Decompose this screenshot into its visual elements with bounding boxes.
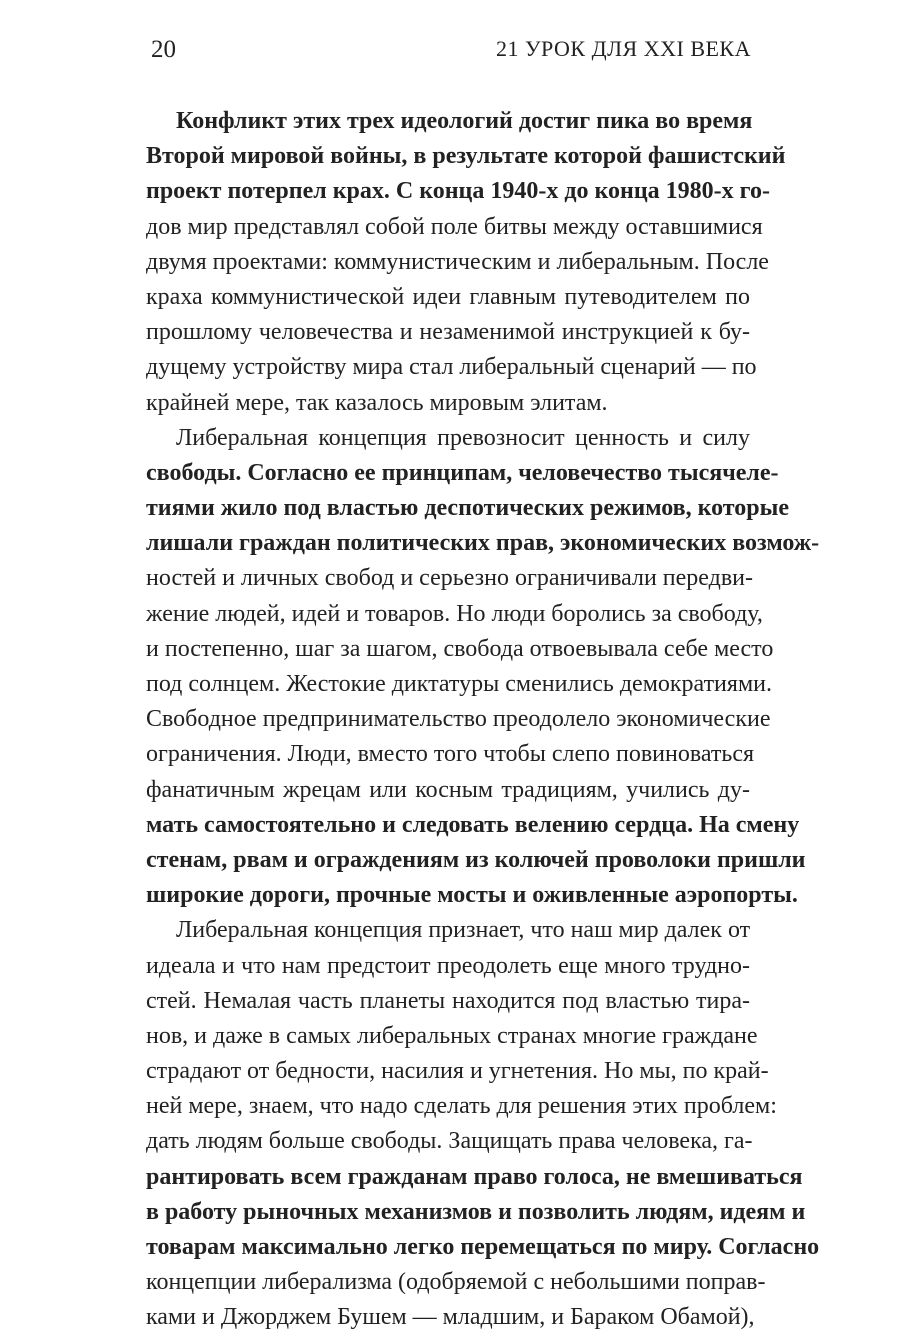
text-line: краха коммунистической идеи главным путеводителем по [146, 283, 750, 310]
text-line: концепции либерализма (одобряемой с небольшими поправ- [146, 1269, 766, 1296]
text-line: фанатичным жрецам или косным традициям, учились ду- [146, 776, 750, 803]
running-title: 21 УРОК ДЛЯ XXI ВЕКА [495, 36, 751, 61]
text-line: прошлому человечества и незаменимой инструкцией к бу- [146, 319, 750, 346]
text-line: дущему устройству мира стал либеральный сценарий — по [146, 354, 757, 381]
text-line: жение людей, идей и товаров. Но люди боролись за свободу, [146, 600, 763, 627]
running-header [151, 30, 751, 70]
paragraph [146, 104, 786, 421]
text-line: ограничения. Люди, вместо того чтобы слепо повиноваться [146, 741, 755, 768]
text-line: свободы. Согласно ее принципам, человечество тысячеле- [146, 459, 779, 486]
text-line: широкие дороги, прочные мосты и оживленные аэропорты. [146, 882, 798, 909]
text-line: ностей и личных свобод и серьезно ограничивали передви- [146, 565, 753, 592]
text-line: проект потерпел крах. С конца 1940-х до конца 1980-х го- [146, 178, 770, 205]
text-line: тиями жило под властью деспотических режимов, которые [146, 495, 790, 522]
text-line: двумя проектами: коммунистическим и либеральным. После [146, 248, 769, 275]
text-line: страдают от бедности, насилия и угнетения. Но мы, по край- [146, 1058, 769, 1085]
text-line: ками и Джорджем Бушем — младшим, и Бараком Обамой), [146, 1304, 755, 1331]
text-line: мать самостоятельно и следовать велению сердца. На смену [146, 811, 800, 838]
text-line: дов мир представлял собой поле битвы между оставшимися [146, 213, 763, 240]
text-line: лишали граждан политических прав, экономических возмож- [146, 530, 820, 557]
text-line: крайней мере, так казалось мировым элитам. [146, 389, 608, 416]
text-line: Либеральная концепция признает, что наш мир далек от [176, 917, 751, 944]
text-line: стей. Немалая часть планеты находится под властью тира- [146, 987, 750, 1014]
text-line: рантировать всем гражданам право голоса, не вмешиваться [146, 1163, 803, 1190]
text-line: Второй мировой войны, в результате которой фашистский [146, 143, 786, 170]
paragraph [146, 421, 820, 914]
text-line: ней мере, знаем, что надо сделать для решения этих проблем: [146, 1093, 777, 1120]
text-line: в работу рыночных механизмов и позволить людям, идеям и [146, 1198, 806, 1225]
text-line: Свободное предпринимательство преодолело экономические [146, 706, 771, 733]
text-line: идеала и что нам предстоит преодолеть еще много трудно- [146, 952, 750, 979]
text-line: и постепенно, шаг за шагом, свобода отвоевывала себе место [146, 635, 774, 662]
body-text [146, 104, 820, 1336]
text-line: Конфликт этих трех идеологий достиг пика во время [176, 108, 753, 134]
text-line: дать людям больше свободы. Защищать права человека, га- [146, 1128, 753, 1155]
page-number: 20 [151, 36, 176, 63]
text-line: нов, и даже в самых либеральных странах многие граждане [146, 1022, 758, 1049]
text-line: Либеральная концепция превозносит ценность и силу [176, 424, 750, 451]
text-line: под солнцем. Жестокие диктатуры сменились демократиями. [146, 671, 772, 697]
text-line: стенам, рвам и ограждениям из колючей проволоки пришли [146, 846, 806, 873]
text-line: товарам максимально легко перемещаться по миру. Согласно [146, 1234, 820, 1260]
paragraph [146, 913, 820, 1335]
